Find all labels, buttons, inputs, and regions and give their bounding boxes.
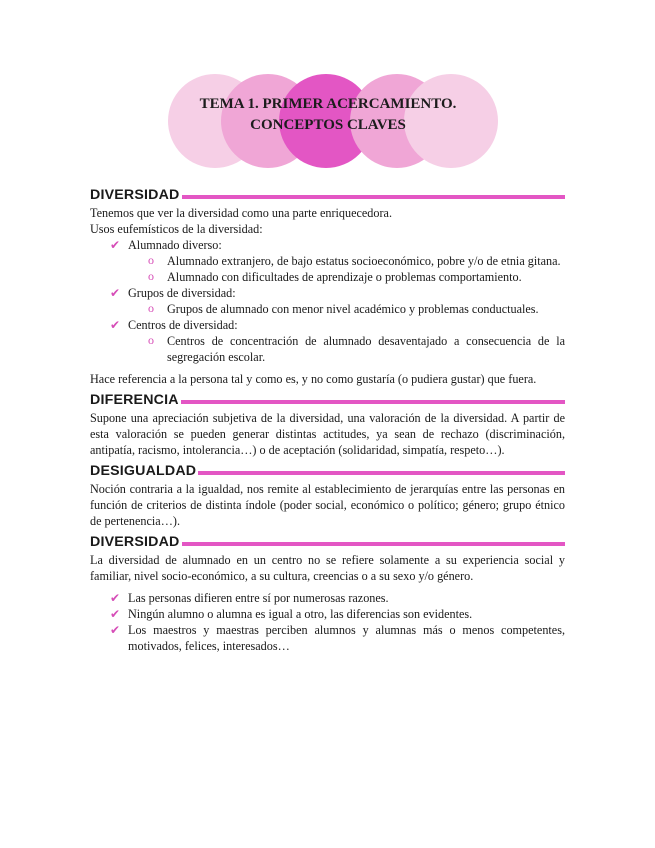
circle-bullet-icon: o <box>148 269 154 283</box>
check-icon: ✔ <box>110 318 121 332</box>
circle-bullet-icon: o <box>148 333 154 347</box>
list-item-label: Alumnado diverso: <box>128 238 222 252</box>
section-heading-diferencia <box>90 391 565 410</box>
sub-list <box>90 301 565 317</box>
sub-list <box>90 253 565 285</box>
section-heading-diversidad <box>90 186 565 205</box>
list-item <box>90 285 565 301</box>
check-icon: ✔ <box>110 591 121 605</box>
paragraph: Usos eufemísticos de la diversidad: <box>90 222 263 236</box>
page-title-line1: TEMA 1. PRIMER ACERCAMIENTO. <box>199 96 457 112</box>
sub-list-item <box>90 253 565 269</box>
list-item-text: Las personas difieren entre sí por numerosas razones. <box>128 591 389 605</box>
list-item <box>90 317 565 333</box>
section-heading-desigualdad <box>90 462 565 481</box>
list-item-label: Centros de diversidad: <box>128 318 238 332</box>
sub-list-item-text: Centros de concentración de alumnado desaventajado a consecuencia de la segregación escolar. <box>167 334 565 364</box>
heading-underline-bar <box>181 400 565 404</box>
check-icon: ✔ <box>110 607 121 621</box>
circle-bullet-icon: o <box>148 301 154 315</box>
heading-underline-bar <box>182 195 565 199</box>
heading-text: DESIGUALDAD <box>90 463 197 479</box>
heading-underline-bar <box>198 471 565 475</box>
paragraph: La diversidad de alumnado en un centro no se refiere solamente a su experiencia social y familiar, nivel socio-económico, a su cultura, creencias o a su sexo y/o género. <box>90 553 565 583</box>
sub-list <box>90 333 565 365</box>
sub-list-item-text: Grupos de alumnado con menor nivel académico y problemas conductuales. <box>167 302 539 316</box>
check-list <box>90 317 565 333</box>
list-item <box>90 622 565 654</box>
check-icon: ✔ <box>110 623 121 637</box>
check-list <box>90 590 565 654</box>
circle-bullet-icon: o <box>148 253 154 267</box>
sub-list-item <box>90 301 565 317</box>
document-body <box>90 186 565 654</box>
check-icon: ✔ <box>110 286 121 300</box>
check-list <box>90 237 565 253</box>
sub-list-item-text: Alumnado con dificultades de aprendizaje o problemas comportamiento. <box>167 270 522 284</box>
paragraph: Noción contraria a la igualdad, nos remite al establecimiento de jerarquías entre las personas en función de criterios de distinta índole (poder social, económico o político; género; grupo étnico de pertenencia…). <box>90 482 565 528</box>
check-icon: ✔ <box>110 238 121 252</box>
heading-text: DIFERENCIA <box>90 392 179 408</box>
paragraph: Hace referencia a la persona tal y como es, y no como gustaría (o pudiera gustar) que fuera. <box>90 372 537 386</box>
list-item-label: Grupos de diversidad: <box>128 286 236 300</box>
paragraph: Supone una apreciación subjetiva de la diversidad, una valoración de la diversidad. A partir de esta valoración se pueden generar distintas actitudes, ya sean de rechazo (discriminación, antipatía, racismo, intolerancia…) o de aceptación (solidaridad, simpatía, respeto…). <box>90 411 565 457</box>
heading-text: DIVERSIDAD <box>90 534 180 550</box>
sub-list-item <box>90 269 565 285</box>
page-title-line2: CONCEPTOS CLAVES <box>250 117 406 133</box>
list-item <box>90 606 565 622</box>
page-title <box>168 94 488 136</box>
paragraph: Tenemos que ver la diversidad como una parte enriquecedora. <box>90 206 393 220</box>
sub-list-item-text: Alumnado extranjero, de bajo estatus socioeconómico, pobre y/o de etnia gitana. <box>167 254 561 268</box>
heading-text: DIVERSIDAD <box>90 187 180 203</box>
list-item-text: Ningún alumno o alumna es igual a otro, las diferencias son evidentes. <box>128 607 473 621</box>
list-item <box>90 590 565 606</box>
sub-list-item <box>90 333 565 365</box>
list-item-text: Los maestros y maestras perciben alumnos y alumnas más o menos competentes, motivados, felices, interesados… <box>128 623 565 653</box>
list-item <box>90 237 565 253</box>
heading-underline-bar <box>182 542 565 546</box>
check-list <box>90 285 565 301</box>
section-heading-diversidad-2 <box>90 533 565 552</box>
